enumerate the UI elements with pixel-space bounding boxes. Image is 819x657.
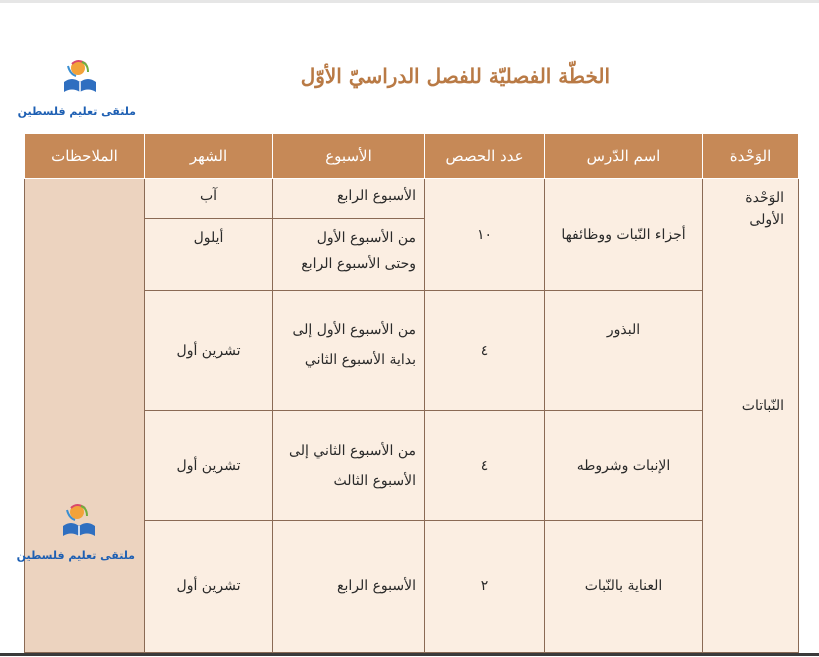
header-week: الأسبوع [273, 134, 425, 179]
month-cell: آب [145, 179, 273, 219]
week-cell: من الأسبوع الأول إلى بداية الأسبوع الثاني [273, 291, 425, 411]
periods-cell: ٢ [425, 521, 545, 653]
month-cell: أيلول [145, 219, 273, 291]
brand-logo-watermark [16, 502, 135, 562]
week-cell: الأسبوع الرابع [273, 179, 425, 219]
lesson-cell: البذور [545, 291, 703, 411]
notes-cell [16, 179, 145, 653]
month-cell: تشرين أول [145, 521, 273, 653]
brand-logo [17, 58, 136, 118]
bottom-border [0, 653, 819, 656]
book-logo-icon [60, 58, 100, 98]
lesson-cell: أجزاء النّبات ووظائفها [545, 179, 703, 291]
periods-cell: ٤ [425, 291, 545, 411]
header-unit: الوَحْدة [703, 134, 799, 179]
book-logo-icon [59, 502, 99, 542]
semester-plan-table [16, 133, 799, 653]
unit-cell [703, 179, 799, 653]
week-cell: من الأسبوع الثاني إلى الأسبوع الثالث [273, 411, 425, 521]
brand-name: ملتقى تعليم فلسطين [16, 549, 135, 562]
week-cell: من الأسبوع الأول وحتى الأسبوع الرابع [273, 219, 425, 291]
top-border [0, 0, 819, 3]
periods-cell: ١٠ [425, 179, 545, 291]
table-row [25, 179, 799, 219]
header-notes: الملاحظات [25, 134, 145, 179]
table-header-row [25, 134, 799, 179]
unit-name: الوَحْدة الأولى [745, 190, 784, 228]
week-cell: الأسبوع الرابع [273, 521, 425, 653]
periods-cell: ٤ [425, 411, 545, 521]
brand-name: ملتقى تعليم فلسطين [17, 105, 136, 118]
page-title: الخطّة الفصليّة للفصل الدراسيّ الأوّل [300, 64, 610, 88]
header-periods: عدد الحصص [425, 134, 545, 179]
header-month: الشهر [145, 134, 273, 179]
unit-topic: النّباتات [741, 398, 784, 414]
lesson-cell: الإنبات وشروطه [545, 411, 703, 521]
lesson-cell: العناية بالنّبات [545, 521, 703, 653]
header-lesson: اسم الدّرس [545, 134, 703, 179]
month-cell: تشرين أول [145, 411, 273, 521]
month-cell: تشرين أول [145, 291, 273, 411]
